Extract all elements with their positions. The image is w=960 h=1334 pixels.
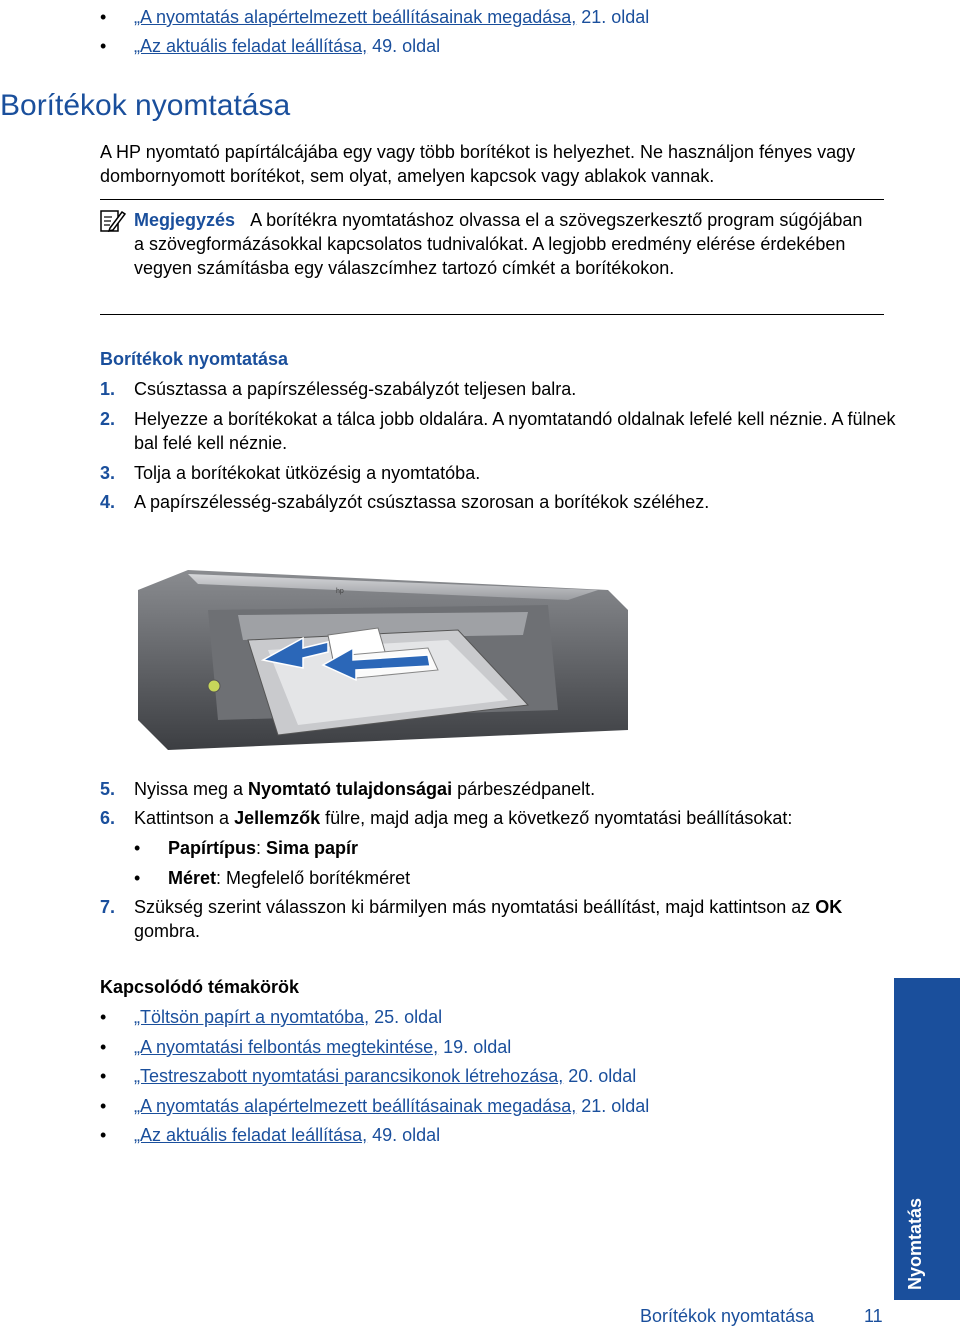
step-text: Tolja a borítékokat ütközésig a nyomtatóba. [134,463,481,483]
step-number: 3. [100,463,116,483]
step-number: 7. [100,897,116,917]
link-page-ref: 25. oldal [369,1007,443,1027]
bullet: • [100,1066,107,1086]
bullet: • [100,1007,107,1027]
chapter-tab-label: Nyomtatás [905,1197,925,1290]
step-number: 4. [100,492,116,512]
link-page-ref: 20. oldal [563,1066,637,1086]
link-page-ref: 49. oldal [367,36,441,56]
step-text: Nyissa meg a Nyomtató tulajdonságai párbeszédpanelt. [134,779,596,799]
note-top-rule [100,199,884,200]
step-text: A papírszélesség-szabályzót csúsztassa szorosan a borítékok széléhez. [134,492,710,512]
footer-title: Borítékok nyomtatása [640,1306,815,1326]
link-print-shortcuts[interactable]: „Testreszabott nyomtatási parancsikonok létrehozása, [134,1066,564,1086]
step-text: Szükség szerint válasszon ki bármilyen más nyomtatási beállítást, majd kattintson az OK gombra. [134,897,843,941]
bullet: • [100,1037,107,1057]
link-load-paper[interactable]: „Töltsön papírt a nyomtatóba, [134,1007,370,1027]
setting-value: Megfelelő borítékméret [226,868,411,888]
note-pencil-icon [100,208,126,234]
intro-paragraph: A HP nyomtató papírtálcájába egy vagy több borítékot is helyezhet. Ne használjon fényes vagy dombornyomott borítékot, sem olyat, amelyen kapcsok vagy ablakok vannak. [100,142,856,186]
ui-term: Nyomtató tulajdonságai [248,779,453,799]
step-number: 2. [100,409,116,429]
bullet: • [100,7,107,27]
link-default-settings[interactable]: „A nyomtatás alapértelmezett beállításainak megadása, [134,1096,577,1116]
section-title: Borítékok nyomtatása [0,89,291,122]
note-label: Megjegyzés [134,210,236,230]
link-page-ref: 21. oldal [576,7,650,27]
bullet: • [100,36,107,56]
step-number: 1. [100,379,116,399]
link-stop-job[interactable]: „Az aktuális feladat leállítása, [134,1125,368,1145]
page-number: 11 [864,1306,883,1326]
setting-key: Méret [168,868,217,888]
step-text: Helyezze a borítékokat a tálca jobb oldalára. A nyomtatandó oldalnak lefelé kell néznie. A fülnek bal felé kell néznie. [134,409,896,453]
ui-term: Jellemzők [234,808,321,828]
link-page-ref: 19. oldal [438,1037,512,1057]
step-number: 5. [100,779,116,799]
bullet: • [100,1125,107,1145]
ui-term: OK [815,897,843,917]
svg-text:hp: hp [336,588,344,595]
setting-value: Sima papír [266,838,359,858]
link-default-settings[interactable]: „A nyomtatás alapértelmezett beállításainak megadása, [134,7,577,27]
procedure-title: Borítékok nyomtatása [100,349,289,369]
printer-envelope-illustration [128,560,648,760]
related-title: Kapcsolódó témakörök [100,977,300,997]
link-page-ref: 21. oldal [576,1096,650,1116]
step-number: 6. [100,808,116,828]
link-page-ref: 49. oldal [367,1125,441,1145]
chapter-tab [894,978,960,1300]
step-text: Csúsztassa a papírszélesség-szabályzót teljesen balra. [134,379,577,399]
bullet: • [100,1096,107,1116]
setting-key: Papírtípus [168,838,257,858]
bullet: • [134,838,141,858]
step-text: Kattintson a Jellemzők fülre, majd adja meg a következő nyomtatási beállításokat: [134,808,793,828]
note-text: A borítékra nyomtatáshoz olvassa el a szövegszerkesztő program súgójában a szövegformázásokkal kapcsolatos tudnivalókat. A legjobb eredmény elérése érdekében vegyen számításba egy válaszcímhez tartozó címkét a borítékokon. [134,210,863,278]
note-body [134,208,874,280]
link-stop-job[interactable]: „Az aktuális feladat leállítása, [134,36,368,56]
note-bottom-rule [100,314,884,315]
bullet: • [134,868,141,888]
link-print-resolution[interactable]: „A nyomtatási felbontás megtekintése, [134,1037,439,1057]
